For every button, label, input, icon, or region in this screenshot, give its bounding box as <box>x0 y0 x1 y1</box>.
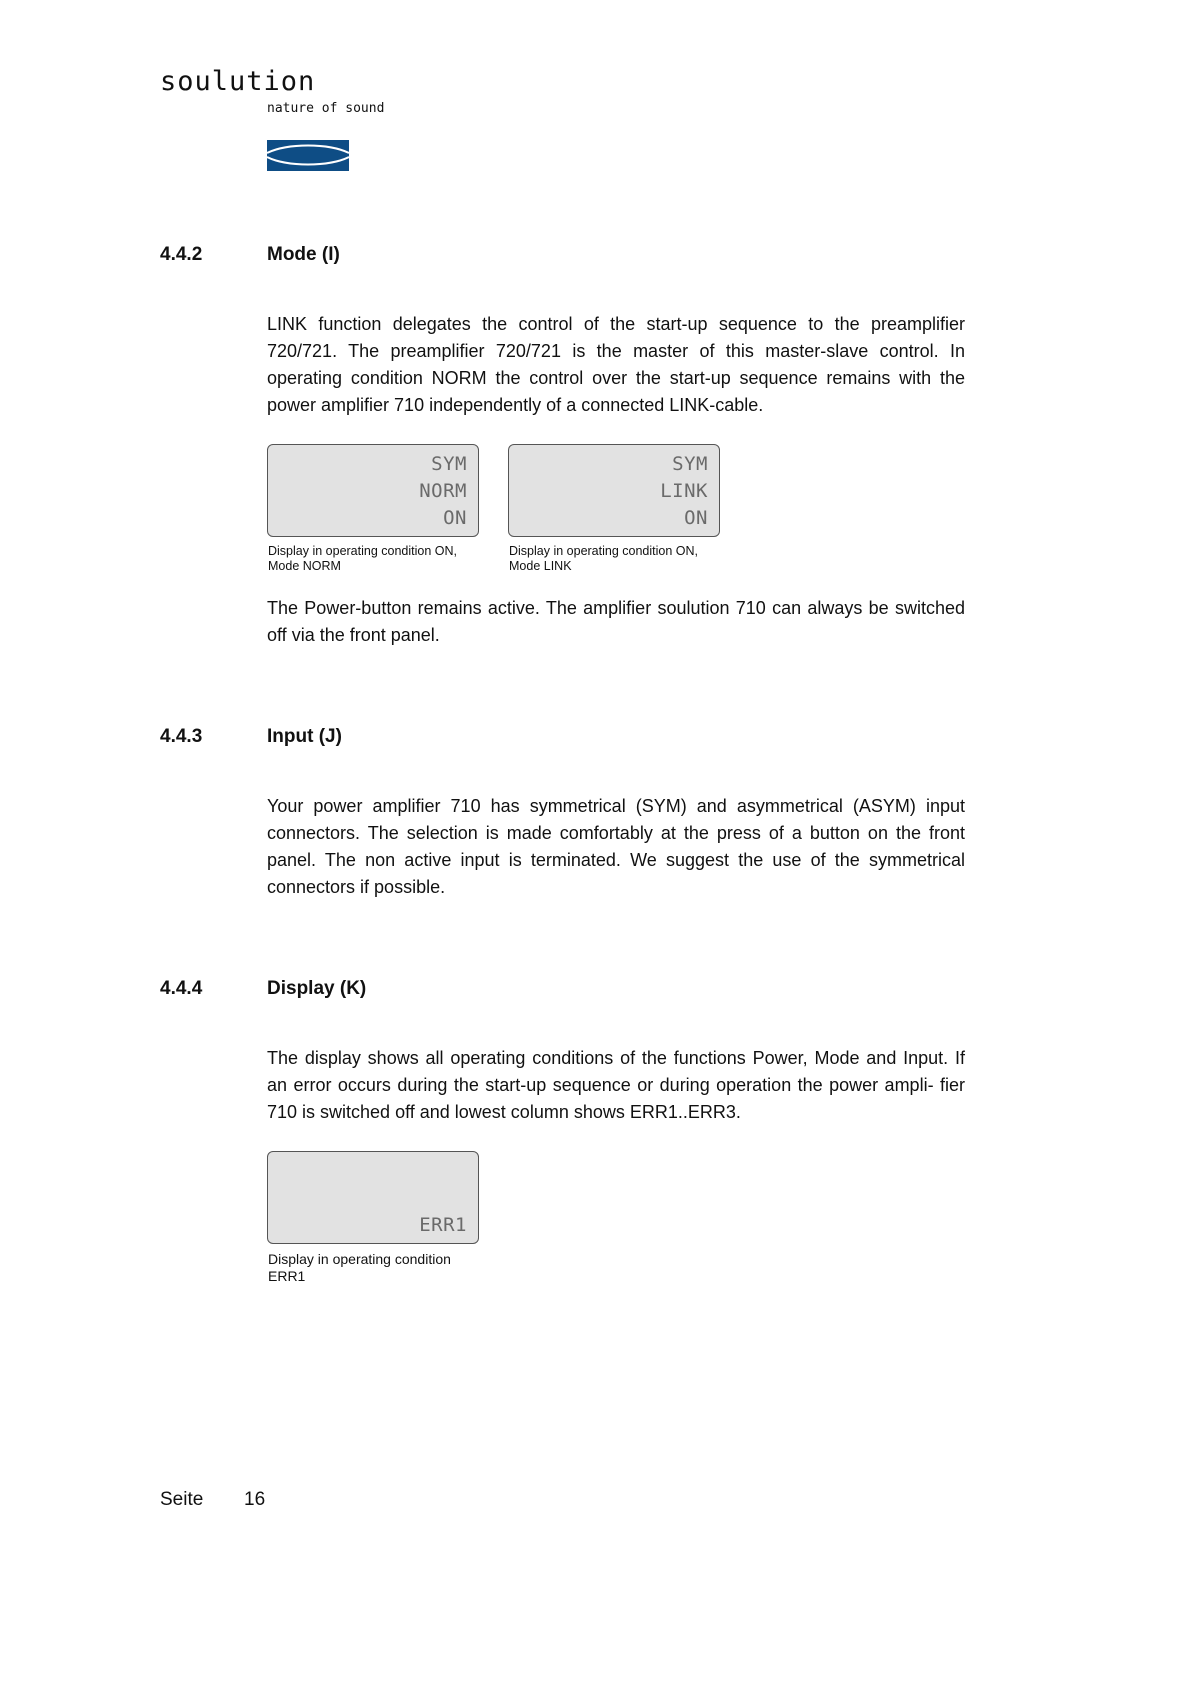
section-title: Input (J) <box>267 726 342 747</box>
caption-line: Display in operating condition ON, <box>268 544 457 558</box>
section-number: 4.4.4 <box>160 978 203 999</box>
wave-logo-icon <box>267 140 349 171</box>
page-number: 16 <box>244 1489 266 1510</box>
lcd-display <box>267 1151 479 1244</box>
lcd-line: ERR1 <box>419 1214 467 1236</box>
paragraph: The Power-button remains active. The amplifier soulution 710 can always be switched off via the front panel. <box>267 598 965 645</box>
lcd-line: SYM <box>672 453 708 475</box>
caption-line: Display in operating condition <box>268 1251 451 1267</box>
caption-line: Display in operating condition ON, <box>509 544 698 558</box>
footer-page-label: Seite <box>160 1489 204 1510</box>
section-number: 4.4.2 <box>160 244 203 265</box>
section-title: Mode (I) <box>267 244 340 265</box>
paragraph: Your power amplifier 710 has symmetrical (SYM) and asymmetrical (ASYM) input connectors. The selection is made comfortably at the press of a button on the front panel. The non active input is terminated. We suggest the use of the symmetrical connectors if possible. <box>267 796 965 897</box>
lcd-line: ON <box>684 507 708 529</box>
lcd-line: ON <box>443 507 467 529</box>
caption-line: Mode LINK <box>509 559 572 573</box>
lcd-display <box>508 444 720 537</box>
brand-tagline: nature of sound <box>267 101 385 116</box>
paragraph: The display shows all operating conditions of the functions Power, Mode and Input. If an error occurs during the start-up sequence or during operation the power ampli- fier 710 is switched off and lowest column shows ERR1..ERR3. <box>267 1048 965 1122</box>
display-caption <box>268 544 508 574</box>
caption-line: Mode NORM <box>268 559 341 573</box>
lcd-line <box>268 1158 467 1185</box>
lcd-line: SYM <box>431 453 467 475</box>
lcd-line: NORM <box>419 480 467 502</box>
paragraph: LINK function delegates the control of the start-up sequence to the preamplifier 720/721. The preamplifier 720/721 is the master of this master-slave control. In operating condition NORM the control over the start-up sequence remains with the power amplifier 710 independently of a connected LINK-cable. <box>267 314 965 415</box>
lcd-line <box>268 1185 467 1212</box>
lcd-display <box>267 444 479 537</box>
display-caption <box>509 544 749 574</box>
lcd-line: LINK <box>660 480 708 502</box>
caption-line: ERR1 <box>268 1268 306 1284</box>
section-title: Display (K) <box>267 978 367 999</box>
section-number: 4.4.3 <box>160 726 203 747</box>
display-caption <box>268 1251 508 1285</box>
brand-name: soulution <box>160 66 316 97</box>
